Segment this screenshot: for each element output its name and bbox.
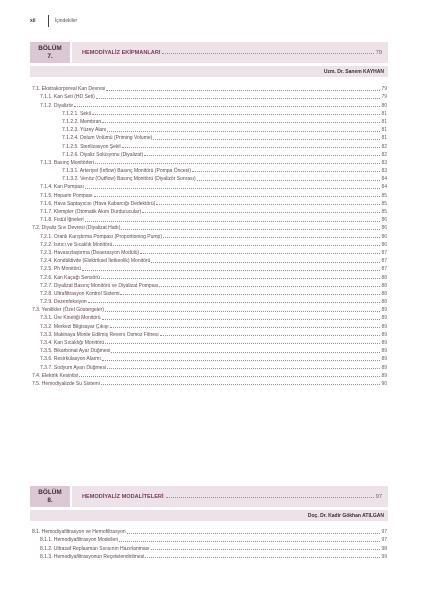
toc-entry[interactable] — [32, 305, 387, 313]
dot-leader — [88, 302, 381, 303]
dot-leader — [163, 237, 380, 238]
chapter-7-heading — [30, 42, 388, 77]
chapter-7-toc — [32, 84, 387, 387]
toc-entry-page: 81 — [381, 118, 387, 125]
toc-entry-page: 88 — [381, 274, 387, 281]
page-header — [30, 14, 77, 28]
toc-entry-label: 7.3.5. Bikarbonat Ayar Düğmesi — [40, 348, 111, 355]
toc-entry-page: 85 — [381, 200, 387, 207]
toc-entry-label: 7.3.6. Resirkülasyon Alarmı — [40, 356, 101, 363]
toc-entry-label: 7.4. Elektrik Kesintisi — [32, 372, 79, 379]
dot-leader — [96, 98, 381, 99]
toc-entry[interactable] — [32, 264, 387, 272]
toc-entry-label: 7.2.2. Isıtıcı ve Sıcaklık Monitörü — [40, 241, 113, 248]
toc-entry[interactable] — [32, 346, 387, 354]
toc-entry[interactable] — [32, 133, 387, 141]
dot-leader — [144, 155, 380, 156]
chapter-author: Doç. Dr. Kadir Gökhan ATILGAN — [307, 512, 384, 519]
toc-entry[interactable] — [32, 289, 387, 297]
toc-entry-page: 87 — [381, 249, 387, 256]
toc-entry-label: 7.3.2. Merkezi Bilgisayar Çıkışı — [40, 323, 109, 330]
dot-leader — [122, 147, 381, 148]
toc-entry[interactable] — [32, 362, 387, 370]
toc-entry[interactable] — [32, 109, 387, 117]
toc-entry[interactable] — [32, 223, 387, 231]
toc-entry[interactable] — [32, 92, 387, 100]
toc-entry-page: 86 — [381, 217, 387, 224]
toc-entry[interactable] — [32, 379, 387, 387]
chapter-label: BÖLÜM — [38, 489, 62, 496]
toc-entry-page: 84 — [381, 184, 387, 191]
dot-leader — [105, 311, 380, 312]
dot-leader — [85, 188, 381, 189]
dot-leader — [197, 180, 381, 181]
chapter-number-box — [30, 42, 70, 63]
toc-entry[interactable] — [32, 338, 387, 346]
toc-entry-label: 7.1.8. Fistül İğneleri — [40, 217, 84, 224]
dot-leader — [120, 294, 380, 295]
toc-entry-page: 79 — [381, 94, 387, 101]
toc-entry-page: 83 — [381, 159, 387, 166]
toc-entry-page: 88 — [381, 290, 387, 297]
toc-entry-label: 7.1.4. Kan Pompası — [40, 184, 84, 191]
dot-leader — [145, 557, 380, 558]
toc-entry[interactable] — [32, 256, 387, 264]
chapter-page: 97 — [375, 493, 382, 500]
toc-entry-label: 7.3. Yenilikler (Özel Göstergeler) — [32, 307, 104, 314]
toc-entry[interactable] — [32, 354, 387, 362]
dot-leader — [74, 106, 380, 107]
toc-entry[interactable] — [32, 552, 387, 560]
toc-entry-page: 87 — [381, 266, 387, 273]
dot-leader — [105, 343, 380, 344]
toc-entry-page: 90 — [381, 380, 387, 387]
toc-entry-page: 89 — [381, 348, 387, 355]
toc-entry[interactable] — [32, 174, 387, 182]
toc-entry-page: 86 — [381, 241, 387, 248]
toc-entry-page: 89 — [381, 315, 387, 322]
toc-entry[interactable] — [32, 150, 387, 158]
dot-leader — [166, 495, 374, 498]
toc-entry-label: 7.1.7. Klempler (Otomatik Akım Durdurucular) — [40, 209, 142, 215]
toc-entry-label: 7.1.2.2. Membran — [62, 118, 102, 125]
toc-entry-label: 7.1. Ekstrakorporeal Kan Devresi — [32, 86, 106, 93]
toc-entry-label: 7.5. Hemodiyalizde Su Sistemi — [32, 380, 100, 387]
toc-entry-label: 7.1.2.4. Dolum Volümü (Priming Volume) — [62, 135, 153, 142]
toc-entry-page: 84 — [381, 176, 387, 183]
toc-entry-page: 83 — [381, 168, 387, 175]
toc-entry-page: 88 — [381, 282, 387, 289]
toc-entry-label: 7.1.2.1. Sekil — [62, 110, 91, 117]
dot-leader — [156, 204, 380, 205]
toc-entry-label: 7.1.5. Heparin Pompası — [40, 192, 93, 199]
toc-entry[interactable] — [32, 313, 387, 321]
toc-entry-label: 7.2.1. Oranlı Karıştırma Pompası (Proportioning Pump) — [40, 233, 162, 240]
toc-entry-label: 7.1.2. Diyalizör — [40, 102, 74, 109]
toc-entry-label: 7.2.9. Dezenfeksiyon — [40, 299, 87, 306]
toc-entry[interactable] — [32, 543, 387, 551]
toc-entry[interactable] — [32, 117, 387, 125]
toc-entry[interactable] — [32, 371, 387, 379]
dot-leader — [192, 171, 380, 172]
chapter-title-link[interactable] — [72, 486, 388, 507]
toc-entry-page: 81 — [381, 127, 387, 134]
dot-leader — [102, 360, 381, 361]
toc-entry[interactable] — [32, 190, 387, 198]
toc-entry[interactable] — [32, 272, 387, 280]
chapter-number: 7. — [47, 52, 53, 60]
dot-leader — [151, 549, 381, 550]
toc-entry-label: 8.1.3. Hemodiyafiltrasyonun Reçetelendirilmesi — [40, 553, 145, 560]
page-number: xii — [30, 18, 36, 24]
toc-entry-label: 8.1.1. Hemodiyafiltrasyon Modelleri — [40, 537, 119, 544]
chapter-author-band — [30, 510, 388, 521]
dot-leader — [82, 270, 381, 271]
toc-entry-label: 7.2.8. Ultrafiltrasyon Kontrol Sistemi — [40, 290, 120, 297]
toc-entry-label: 7.3.3. Makinaya Monte Edilmiş Revers Osmoz Filtresi — [40, 331, 159, 338]
toc-entry-label: 7.1.6. Hava Saptayıcısı (Hava Kabarcığı Dedektörü) — [40, 200, 156, 207]
toc-entry[interactable] — [32, 321, 387, 329]
dot-leader — [107, 368, 380, 369]
dot-leader — [102, 319, 381, 320]
toc-entry[interactable] — [32, 141, 387, 149]
dot-leader — [142, 212, 380, 213]
dot-leader — [119, 541, 380, 542]
toc-entry-page: 88 — [381, 299, 387, 306]
dot-leader — [85, 221, 381, 222]
toc-entry-page: 89 — [381, 307, 387, 314]
dot-leader — [111, 352, 380, 353]
toc-entry-label: 7.1.1. Kan Seti (HD Seti) — [40, 94, 95, 101]
dot-leader — [110, 327, 381, 328]
toc-entry[interactable] — [32, 330, 387, 338]
toc-entry-label: 7.3.4. Kan Sıcaklığı Monitörü — [40, 340, 105, 346]
toc-entry[interactable] — [32, 527, 387, 535]
toc-entry[interactable] — [32, 182, 387, 190]
dot-leader — [101, 278, 381, 279]
running-header-title: İçindekiler — [54, 18, 78, 24]
toc-entry-page: 97 — [381, 537, 387, 544]
toc-entry[interactable] — [32, 240, 387, 248]
toc-entry[interactable] — [32, 207, 387, 215]
chapter-page: 79 — [375, 49, 382, 56]
toc-entry-page: 89 — [381, 372, 387, 379]
chapter-title: HEMODİYALİZ MODALİTELERİ — [82, 493, 164, 500]
toc-entry-label: 7.3.1. Üre Kinetiği Monitörü — [40, 315, 101, 322]
toc-entry-page: 80 — [381, 102, 387, 109]
toc-entry-page: 85 — [381, 192, 387, 199]
toc-entry-label: 7.3.7. Sodyum Ayarı Düğmesi — [40, 364, 107, 371]
toc-entry-page: 87 — [381, 258, 387, 265]
toc-entry-label: 7.1.3.1. Arteriyel (İnflow) Basınç Monitörü (Pompa Öncesi) — [62, 168, 191, 175]
toc-entry-page: 85 — [381, 209, 387, 215]
toc-entry-page: 82 — [381, 151, 387, 158]
toc-entry-label: 7.1.2.3. Yüzey Alanı — [62, 127, 107, 134]
toc-entry-page: 89 — [381, 331, 387, 338]
dot-leader — [162, 51, 373, 54]
toc-entry-label: 8.1. Hemodiyafiltrasyon ve Hemofiltrasyon — [32, 529, 126, 536]
toc-entry-label: 7.2. Diyaliz Sıvı Devresi (Diyalizat Hattı) — [32, 225, 121, 232]
dot-leader — [95, 163, 381, 164]
dot-leader — [159, 286, 380, 287]
dot-leader — [92, 114, 381, 115]
dot-leader — [127, 533, 381, 534]
toc-entry[interactable] — [32, 100, 387, 108]
dot-leader — [107, 131, 380, 132]
dot-leader — [79, 376, 380, 377]
toc-entry-page: 86 — [381, 233, 387, 240]
toc-entry-label: 7.2.6. Kan Kaçağı Sensörü — [40, 274, 100, 281]
toc-entry[interactable] — [32, 231, 387, 239]
toc-entry-page: 89 — [381, 356, 387, 363]
toc-entry[interactable] — [32, 297, 387, 305]
chapter-8-heading — [30, 486, 388, 521]
chapter-number-box — [30, 486, 70, 507]
toc-entry[interactable] — [32, 535, 387, 543]
toc-entry[interactable] — [32, 199, 387, 207]
dot-leader — [101, 384, 381, 385]
toc-entry-label: 7.1.2.6. Diyaliz Solüsyonu (Diyalizat) — [62, 151, 144, 158]
toc-entry[interactable] — [32, 248, 387, 256]
toc-entry-label: 7.2.3. Havasızlaştırma (Deaerasyon Modülü) — [40, 249, 140, 256]
toc-entry-page: 82 — [381, 143, 387, 150]
chapter-8-toc — [32, 527, 387, 560]
dot-leader — [113, 245, 380, 246]
toc-entry[interactable] — [32, 125, 387, 133]
chapter-title-link[interactable] — [72, 42, 388, 63]
dot-leader — [140, 253, 380, 254]
chapter-title: HEMODİYALİZ EKİPMANLARI — [82, 49, 161, 56]
toc-entry-label: 7.2.7. Diyalizat Basınç Monitörü ve Diyalizat Pompası — [40, 282, 159, 289]
toc-entry[interactable] — [32, 281, 387, 289]
toc-entry-page: 81 — [381, 110, 387, 117]
chapter-author: Uzm. Dr. Sanem KAYHAN — [323, 68, 384, 75]
dot-leader — [151, 262, 380, 263]
toc-entry-label: 7.1.3. Basınç Monitörleri — [40, 159, 94, 166]
chapter-author-band — [30, 66, 388, 77]
toc-entry[interactable] — [32, 84, 387, 92]
toc-entry-label: 7.2.5. Ph Monitörü — [40, 266, 81, 273]
toc-entry-page: 89 — [381, 364, 387, 371]
toc-entry-page: 89 — [381, 323, 387, 330]
toc-entry[interactable] — [32, 166, 387, 174]
toc-entry-page: 86 — [381, 225, 387, 232]
toc-entry-page: 81 — [381, 135, 387, 142]
toc-entry-page: 97 — [381, 529, 387, 536]
dot-leader — [160, 335, 381, 336]
dot-leader — [153, 139, 380, 140]
toc-entry[interactable] — [32, 158, 387, 166]
toc-entry-label: 7.1.3.2. Venöz (Outflow) Basınç Monitörü (Diyalizör Sonrası) — [62, 176, 196, 183]
dot-leader — [106, 90, 380, 91]
chapter-label: BÖLÜM — [38, 45, 62, 52]
toc-entry[interactable] — [32, 215, 387, 223]
dot-leader — [102, 122, 380, 123]
toc-entry-label: 7.2.4. Kondüktivite (Elektriksel İletkenlik) Monitörü — [40, 258, 151, 265]
toc-entry-page: 79 — [381, 86, 387, 93]
chapter-number: 8. — [47, 496, 53, 504]
header-divider — [48, 15, 49, 27]
dot-leader — [94, 196, 381, 197]
toc-entry-page: 89 — [381, 340, 387, 346]
toc-entry-page: 99 — [381, 553, 387, 560]
toc-entry-label: 8.1.2. Ultrasaf Replasman Sıvısının Hazırlanması — [40, 545, 150, 552]
toc-entry-page: 98 — [381, 545, 387, 552]
toc-entry-label: 7.1.2.5. Sterilizasyon Şekli — [62, 143, 121, 150]
dot-leader — [121, 229, 380, 230]
